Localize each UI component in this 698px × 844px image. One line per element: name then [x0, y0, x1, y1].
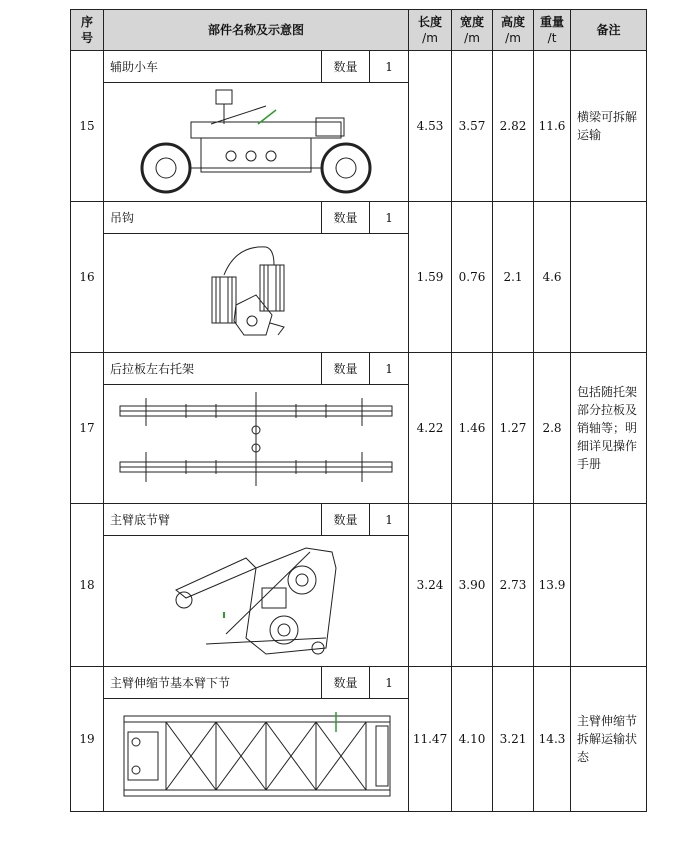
height-value: 2.1 — [493, 202, 534, 353]
remark-value — [571, 202, 647, 353]
remark-value: 横梁可拆解运输 — [571, 51, 647, 202]
rear-tie-plate-bracket-drawing-icon — [106, 386, 406, 502]
height-value: 2.82 — [493, 51, 534, 202]
table-row — [71, 353, 647, 385]
weight-value: 14.3 — [534, 667, 571, 812]
header-name: 部件名称及示意图 — [104, 10, 409, 51]
figure-cell — [104, 234, 409, 353]
row-seq: 15 — [71, 51, 104, 202]
telescopic-boom-lower-section-drawing-icon — [106, 702, 406, 808]
figure-cell — [104, 385, 409, 504]
quantity-value: 1 — [370, 51, 409, 83]
quantity-label: 数量 — [322, 504, 370, 536]
weight-value: 2.8 — [534, 353, 571, 504]
header-remark: 备注 — [571, 10, 647, 51]
remark-value: 主臂伸缩节拆解运输状态 — [571, 667, 647, 812]
quantity-value: 1 — [370, 667, 409, 699]
header-seq: 序号 — [71, 10, 104, 51]
table-row — [71, 51, 647, 83]
header-height: 高度 /m — [493, 10, 534, 51]
figure-cell — [104, 536, 409, 667]
width-value: 3.90 — [452, 504, 493, 667]
header-width: 宽度 /m — [452, 10, 493, 51]
width-value: 3.57 — [452, 51, 493, 202]
row-seq: 19 — [71, 667, 104, 812]
width-value: 0.76 — [452, 202, 493, 353]
component-name: 主臂伸缩节基本臂下节 — [104, 667, 322, 699]
height-value: 1.27 — [493, 353, 534, 504]
height-value: 2.73 — [493, 504, 534, 667]
table-row — [71, 202, 647, 234]
remark-value — [571, 504, 647, 667]
length-value: 4.53 — [409, 51, 452, 202]
component-name: 主臂底节臂 — [104, 504, 322, 536]
component-name: 后拉板左右托架 — [104, 353, 322, 385]
row-seq: 16 — [71, 202, 104, 353]
weight-value: 4.6 — [534, 202, 571, 353]
table-row — [71, 667, 647, 699]
quantity-label: 数量 — [322, 202, 370, 234]
header-weight: 重量 /t — [534, 10, 571, 51]
length-value: 3.24 — [409, 504, 452, 667]
weight-value: 13.9 — [534, 504, 571, 667]
height-value: 3.21 — [493, 667, 534, 812]
length-value: 4.22 — [409, 353, 452, 504]
component-name: 吊钩 — [104, 202, 322, 234]
quantity-label: 数量 — [322, 667, 370, 699]
figure-cell — [104, 699, 409, 812]
width-value: 4.10 — [452, 667, 493, 812]
header-length: 长度 /m — [409, 10, 452, 51]
quantity-value: 1 — [370, 504, 409, 536]
width-value: 1.46 — [452, 353, 493, 504]
row-seq: 18 — [71, 504, 104, 667]
main-boom-base-section-drawing-icon — [106, 538, 406, 664]
components-spec-table — [70, 9, 647, 812]
auxiliary-trolley-drawing-icon — [106, 84, 406, 200]
weight-value: 11.6 — [534, 51, 571, 202]
header-row — [71, 10, 647, 51]
hook-drawing-icon — [106, 235, 406, 351]
remark-value: 包括随托架部分拉板及销轴等；明细详见操作手册 — [571, 353, 647, 504]
quantity-label: 数量 — [322, 353, 370, 385]
quantity-label: 数量 — [322, 51, 370, 83]
row-seq: 17 — [71, 353, 104, 504]
length-value: 1.59 — [409, 202, 452, 353]
quantity-value: 1 — [370, 202, 409, 234]
quantity-value: 1 — [370, 353, 409, 385]
component-name: 辅助小车 — [104, 51, 322, 83]
table-row — [71, 504, 647, 536]
length-value: 11.47 — [409, 667, 452, 812]
figure-cell — [104, 83, 409, 202]
